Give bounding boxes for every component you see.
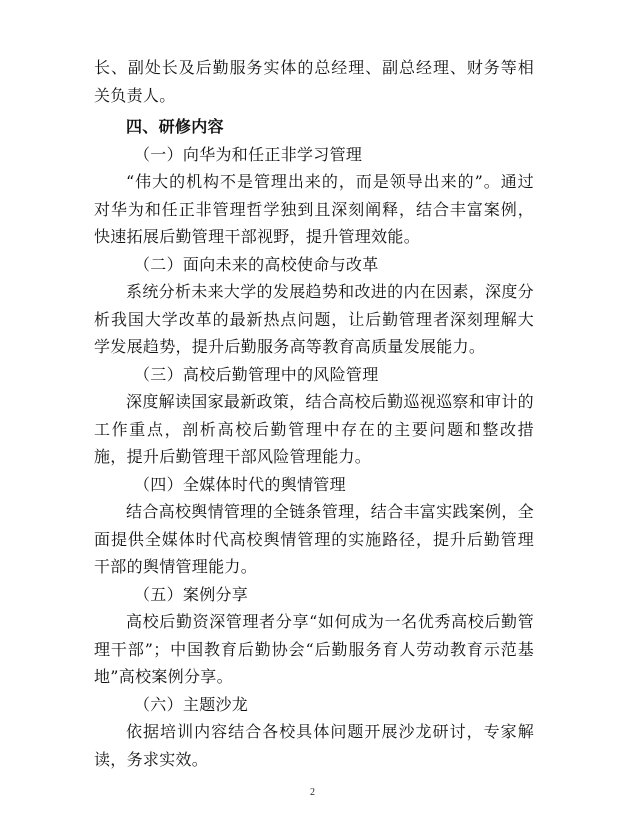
document-body — [94, 54, 534, 773]
page-number: 2 — [310, 787, 315, 798]
item-2-title: （二）面向未来的高校使命与改革 — [134, 254, 379, 274]
continuation-paragraph: 长、副处长及后勤服务实体的总经理、副总经理、财务等相关负责人。 — [94, 58, 534, 105]
item-3-body: 深度解读国家最新政策，结合高校后勤巡视巡察和审计的工作重点，剖析高校后勤管理中存在的主要问题和整改措施，提升后勤管理干部风险管理能力。 — [94, 392, 534, 466]
item-6-body: 依据培训内容结合各校具体问题开展沙龙研讨，专家解读，务求实效。 — [94, 722, 534, 769]
item-4-body: 结合高校舆情管理的全链条管理，结合丰富实践案例，全面提供全媒体时代高校舆情管理的实施路径，提升后勤管理干部的舆情管理能力。 — [94, 502, 534, 576]
item-1-title: （一）向华为和任正非学习管理 — [134, 144, 363, 164]
item-5-body: 高校后勤资深管理者分享“如何成为一名优秀高校后勤管理干部”；中国教育后勤协会“后勤服务育人劳动教育示范基地”高校案例分享。 — [94, 612, 534, 686]
section-heading: 四、研修内容 — [126, 117, 224, 136]
item-6-title: （六）主题沙龙 — [134, 694, 249, 714]
item-2-body: 系统分析未来大学的发展趋势和改进的内在因素，深度分析我国大学改革的最新热点问题，让后勤管理者深刻理解大学发展趋势，提升后勤服务高等教育高质量发展能力。 — [94, 282, 534, 356]
item-4-title: （四）全媒体时代的舆情管理 — [134, 474, 346, 494]
item-5-title: （五）案例分享 — [134, 584, 249, 604]
item-1-body: “伟大的机构不是管理出来的，而是领导出来的”。通过对华为和任正非管理哲学独到且深刻阐释，结合丰富案例，快速拓展后勤管理干部视野，提升管理效能。 — [94, 172, 534, 246]
item-3-title: （三）高校后勤管理中的风险管理 — [134, 364, 379, 384]
